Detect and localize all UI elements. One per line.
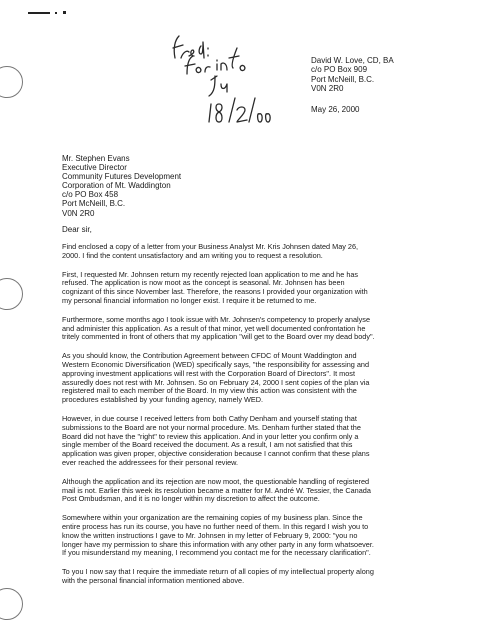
body-line: registered mail to each member of the Board. In my view this action was consistent with the [62,386,357,396]
body-line: with the personal financial information mentioned above. [62,575,245,585]
body-line: mail is not. Earlier this week its resolution became a matter for M. André W. Tessier, the Canada [62,485,371,495]
body-line: As you should know, the Contribution Agreement between CFDC of Mount Waddington and [62,351,357,361]
sender-line: V0N 2R0 [311,83,344,93]
paragraph [62,243,480,261]
body-line: Western Economic Diversification (WED) specifically says, "the responsibility for assessing and [62,359,370,369]
body-line: 2000. I find the content unsatisfactory and am writing you to request a resolution. [62,250,323,260]
body-line: and administer this application. As a result of that minor, yet well documented confrontation he [62,323,366,333]
handwritten-note [165,18,275,128]
recipient-line: c/o PO Box 458 [62,190,119,200]
paragraph [62,352,480,405]
punch-hole [0,278,23,310]
body-line: Furthermore, some months ago I took issue with Mr. Johnsen's competency to properly analyse [62,314,371,324]
body-line: entire process has run its course, you have no further need of them. In this regard I wish you to [62,521,369,531]
body-line: Find enclosed a copy of a letter from your Business Analyst Mr. Kris Johnsen dated May 26, [62,242,359,251]
body-line: single member of the Board received the document. As a result, I am not satisfied that this [62,440,353,450]
letter-body [62,243,480,596]
letter-date: May 26, 2000 [311,105,360,114]
body-line: procedures established by your funding agency, namely WED. [62,395,264,405]
sender-line: Port McNeill, B.C. [311,74,375,84]
body-line: assuredly does not rest with Mr. Johnsen. So on February 24, 2000 I sent copies of the plan via [62,377,370,387]
sender-line: c/o PO Box 909 [311,65,368,75]
body-line: ever reached the addressees for their personal review. [62,457,239,467]
paragraph [62,478,480,504]
body-line: To you I now say that I require the immediate return of all copies of my intellectual property along [62,567,374,577]
body-line: Board did not have the "right" to review this application. And in your letter you confirm only a [62,431,359,441]
body-line: Somewhere within your organization are the remaining copies of my business plan. Since the [62,513,363,523]
body-line: cognizant of this since November last. Therefore, the reasons I provided your organization with [62,287,368,297]
sender-line: David W. Love, CD, BA [311,56,394,65]
salutation: Dear sir, [62,225,92,234]
body-line: First, I requested Mr. Johnsen return my recently rejected loan application to me and he has [62,269,359,279]
paragraph [62,316,480,342]
body-line: tritely commented in front of others that my application "will get to the Board over my dead body". [62,332,375,342]
recipient-line: Port McNeill, B.C. [62,199,126,209]
body-line: my personal financial information no longer exist. I require it be returned to me. [62,295,317,305]
recipient-line: V0N 2R0 [62,208,95,218]
sender-address [311,56,394,93]
body-line: application was given proper, objective consideration because I cannot confirm that these plans [62,449,370,459]
body-line: If you misunderstand my meaning, I recommend you contact me for the necessary clarification". [62,548,371,558]
recipient-line: Executive Director [62,163,127,173]
recipient-line: Community Futures Development [62,172,182,182]
body-line: Post Ombudsman, and it is no longer within my discretion to affect the outcome. [62,494,320,504]
body-line: However, in due course I received letters from both Cathy Denham and yourself stating that [62,413,357,423]
recipient-line: Mr. Stephen Evans [62,154,130,163]
paragraph [62,271,480,306]
recipient-line: Corporation of Mt. Waddington [62,181,171,191]
paragraph [62,514,480,558]
paragraph [62,415,480,468]
scan-mark-dot [63,11,66,14]
body-line: Although the application and its rejection are now moot, the questionable handling of registered [62,476,370,486]
scan-mark-dot [55,12,57,14]
punch-hole [0,588,23,620]
scan-mark-dash [28,12,50,14]
body-line: refused. The application is now moot as the concept is seasonal. Mr. Johnsen has been [62,278,345,288]
punch-hole [0,66,23,98]
body-line: know the written instructions I gave to Mr. Johnsen in my letter of February 9, 2000: "you no [62,530,358,540]
paragraph [62,568,480,586]
body-line: submissions to the Board are not your normal procedure. Ms. Denham further stated that the [62,422,361,432]
body-line: approving investment applications will rest with the Corporation Board of Directors". It most [62,368,355,378]
body-line: longer have my permission to share this information with any other party in any form whatsoever. [62,539,374,549]
recipient-address [62,154,181,218]
